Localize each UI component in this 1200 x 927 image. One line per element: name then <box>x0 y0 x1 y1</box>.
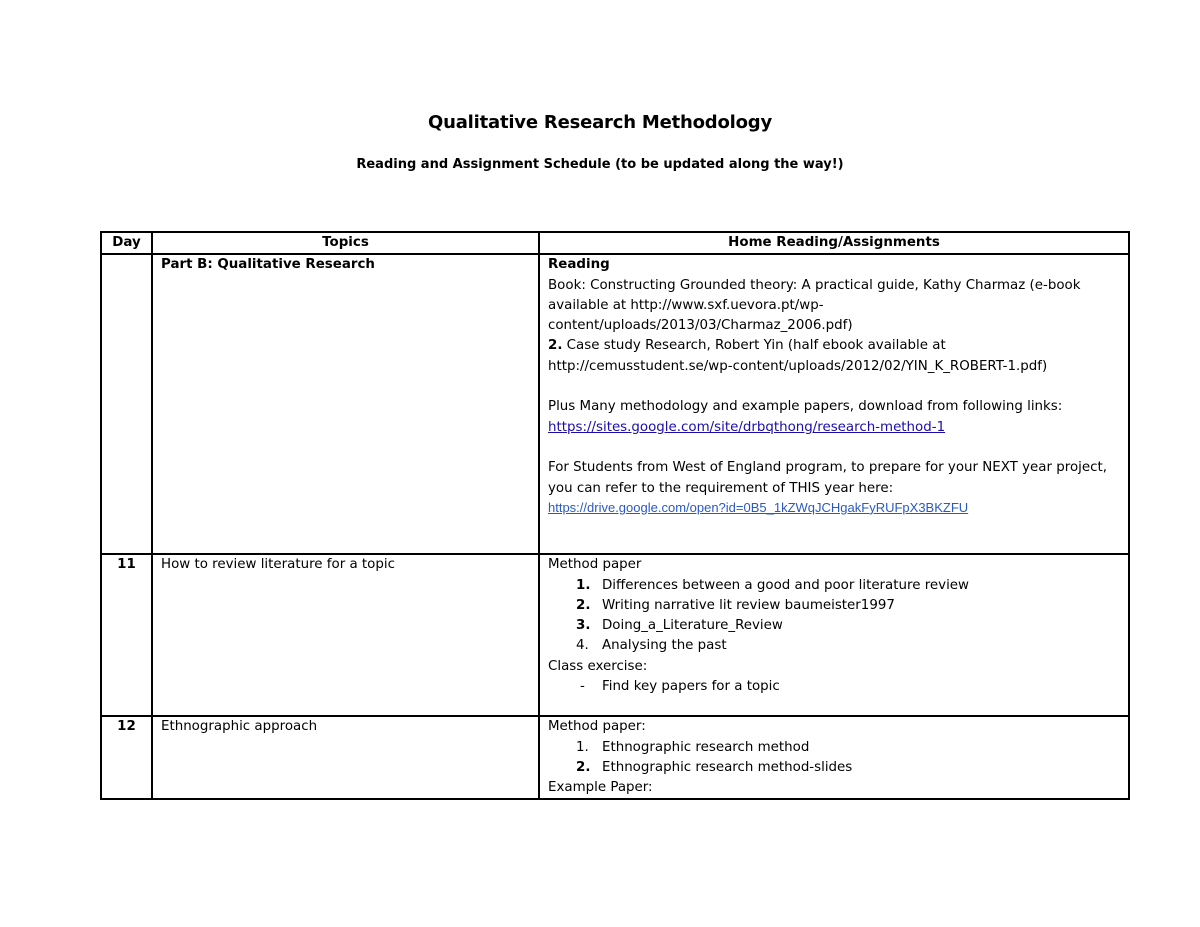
book2-line1 <box>548 336 1120 356</box>
book1-line2: available at http://www.sxf.uevora.pt/wp- <box>548 297 824 313</box>
drive-link[interactable]: https://drive.google.com/open?id=0B5_1kZWqJCHgakFyRUFpX3BKZFU <box>548 499 969 515</box>
list-item: 1. Ethnographic research method <box>576 739 810 755</box>
table-header-row <box>101 232 1129 254</box>
table-row-intro <box>101 254 1129 554</box>
schedule-table <box>100 231 1130 800</box>
home-reading-cell <box>539 254 1129 554</box>
page-title: Qualitative Research Methodology <box>427 112 772 133</box>
book2-line2: http://cemusstudent.se/wp-content/uploads/2012/02/YIN_K_ROBERT-1.pdf) <box>548 358 1048 374</box>
book1-line3: content/uploads/2013/03/Charmaz_2006.pdf) <box>548 318 853 334</box>
topic-cell <box>152 554 539 716</box>
header-topics: Topics <box>152 232 539 254</box>
uwe-line2: you can refer to the requirement of THIS year here: <box>548 480 894 496</box>
topic-cell <box>152 716 539 799</box>
book2-number: 2. <box>548 338 563 354</box>
home-reading-cell <box>539 554 1129 716</box>
day-cell: 11 <box>101 554 152 716</box>
list-item: - Find key papers for a topic <box>580 679 780 695</box>
page-subtitle: Reading and Assignment Schedule (to be updated along the way!) <box>356 157 844 172</box>
uwe-line1: For Students from West of England program, to prepare for your NEXT year project, <box>548 460 1107 476</box>
list-item: 3. Doing_a_Literature_Review <box>576 618 783 634</box>
day-cell <box>101 254 152 554</box>
plus-papers-text: Plus Many methodology and example papers, download from following links: <box>548 399 1063 415</box>
home-reading-cell <box>539 716 1129 799</box>
day-cell: 12 <box>101 716 152 799</box>
list-item: 2. Ethnographic research method-slides <box>576 759 853 775</box>
method-paper-heading: Method paper: <box>548 719 646 735</box>
reading-heading: Reading <box>548 257 610 273</box>
book1-line1: Book: Constructing Grounded theory: A practical guide, Kathy Charmaz (e-book <box>548 277 1081 293</box>
topic-text: Ethnographic approach <box>161 719 318 735</box>
topic-text: Part B: Qualitative Research <box>161 257 375 273</box>
example-paper-heading: Example Paper: <box>548 780 653 796</box>
class-exercise-heading: Class exercise: <box>548 658 648 674</box>
topic-cell <box>152 254 539 554</box>
list-item: 4. Analysing the past <box>576 638 727 654</box>
list-item: 1. Differences between a good and poor literature review <box>576 577 969 593</box>
research-method-link[interactable]: https://sites.google.com/site/drbqthong/research-method-1 <box>548 419 946 435</box>
topic-text: How to review literature for a topic <box>161 557 395 573</box>
table-row-day-12 <box>101 716 1129 799</box>
header-day: Day <box>101 232 152 254</box>
table-row-day-11 <box>101 554 1129 716</box>
list-item: 2. Writing narrative lit review baumeister1997 <box>576 597 895 613</box>
book2-text: Case study Research, Robert Yin (half ebook available at <box>562 338 946 354</box>
method-paper-heading: Method paper <box>548 557 642 573</box>
header-home-reading: Home Reading/Assignments <box>539 232 1129 254</box>
